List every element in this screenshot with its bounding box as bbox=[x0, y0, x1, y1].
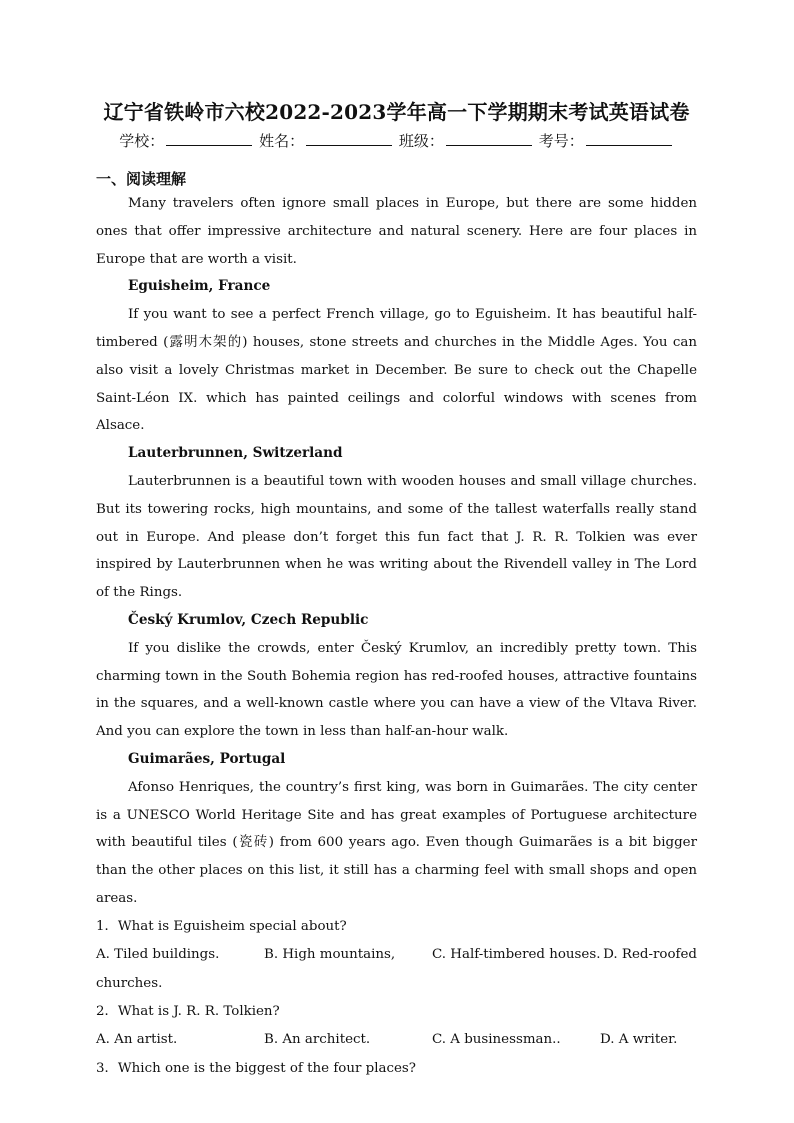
question-3-stem: 3．Which one is the biggest of the four places? bbox=[96, 1060, 416, 1076]
place-heading-lauterbrunnen: Lauterbrunnen, Switzerland bbox=[128, 445, 343, 462]
number-blank[interactable] bbox=[586, 131, 672, 146]
intro-paragraph: Many travelers often ignore small places in Europe, but there are some hidden ones that offer impressive architecture and natural scenery. Here are four places in Europe that are worth a visit. bbox=[96, 196, 697, 267]
place-text-guimaraes: Afonso Henriques, the country’s first king, was born in Guimarães. The city center is a UNESCO World Heritage Site and has great examples of Portuguese architecture with beautiful tiles (瓷砖) from 600 years ago. Even though Guimarães is a bit bigger than the other places on this list, it still has a charming feel with small shops and open areas. bbox=[96, 779, 697, 906]
place-heading-eguisheim: Eguisheim, France bbox=[128, 278, 271, 295]
name-label: 姓名： bbox=[259, 132, 305, 150]
school-blank[interactable] bbox=[166, 131, 252, 146]
place-text-eguisheim: If you want to see a perfect French village, go to Eguisheim. It has beautiful half-timbered (露明木架的) houses, stone streets and churches in the Middle Ages. You can also visit a lovely Christmas market in December. Be sure to check out the Chapelle Saint-Léon IX. which has painted ceilings and colorful windows with scenes from Alsace. bbox=[96, 307, 697, 434]
q1-option-b[interactable]: B. High mountains, bbox=[264, 947, 396, 963]
page-title: 辽宁省铁岭市六校2022-2023学年高一下学期期末考试英语试卷 bbox=[103, 100, 690, 124]
q2-option-b[interactable]: B. An architect. bbox=[264, 1032, 371, 1048]
q1-option-c[interactable]: C. Half-timbered houses. bbox=[432, 947, 601, 963]
student-info-line bbox=[96, 130, 697, 152]
q2-option-c[interactable]: C. A businessman.. bbox=[432, 1032, 561, 1048]
place-text-cesky-krumlov: If you dislike the crowds, enter Český Krumlov, an incredibly pretty town. This charming town in the South Bohemia region has red-roofed houses, attractive fountains in the squares, and a well-known castle where you can have a view of the Vltava River. And you can explore the town in less than half-an-hour walk. bbox=[96, 640, 697, 740]
question-1-options bbox=[96, 941, 697, 969]
q1-option-d-continued: churches. bbox=[96, 975, 163, 991]
question-2-options bbox=[96, 1026, 697, 1054]
class-blank[interactable] bbox=[446, 131, 532, 146]
exam-page bbox=[96, 98, 697, 1083]
q2-option-a[interactable]: A. An artist. bbox=[96, 1032, 178, 1048]
place-text-lauterbrunnen: Lauterbrunnen is a beautiful town with wooden houses and small village churches. But its towering rocks, high mountains, and some of the tallest waterfalls really stand out in Europe. And please don’t forget this fun fact that J. R. R. Tolkien was ever inspired by Lauterbrunnen when he was writing about the Rivendell valley in The Lord of the Rings. bbox=[96, 473, 697, 601]
q2-option-d[interactable]: D. A writer. bbox=[600, 1032, 678, 1048]
place-heading-cesky-krumlov: Český Krumlov, Czech Republic bbox=[128, 611, 369, 628]
place-heading-guimaraes: Guimarães, Portugal bbox=[128, 750, 286, 767]
section-title: 一、阅读理解 bbox=[96, 170, 187, 188]
name-blank[interactable] bbox=[306, 131, 392, 146]
school-label: 学校： bbox=[119, 132, 165, 150]
class-label: 班级： bbox=[398, 132, 444, 150]
q1-option-a[interactable]: A. Tiled buildings. bbox=[96, 947, 220, 963]
q1-option-d[interactable]: D. Red-roofed bbox=[603, 947, 697, 963]
question-1-stem: 1．What is Eguisheim special about? bbox=[96, 918, 347, 934]
question-2-stem: 2．What is J. R. R. Tolkien? bbox=[96, 1003, 280, 1019]
number-label: 考号： bbox=[538, 132, 584, 150]
